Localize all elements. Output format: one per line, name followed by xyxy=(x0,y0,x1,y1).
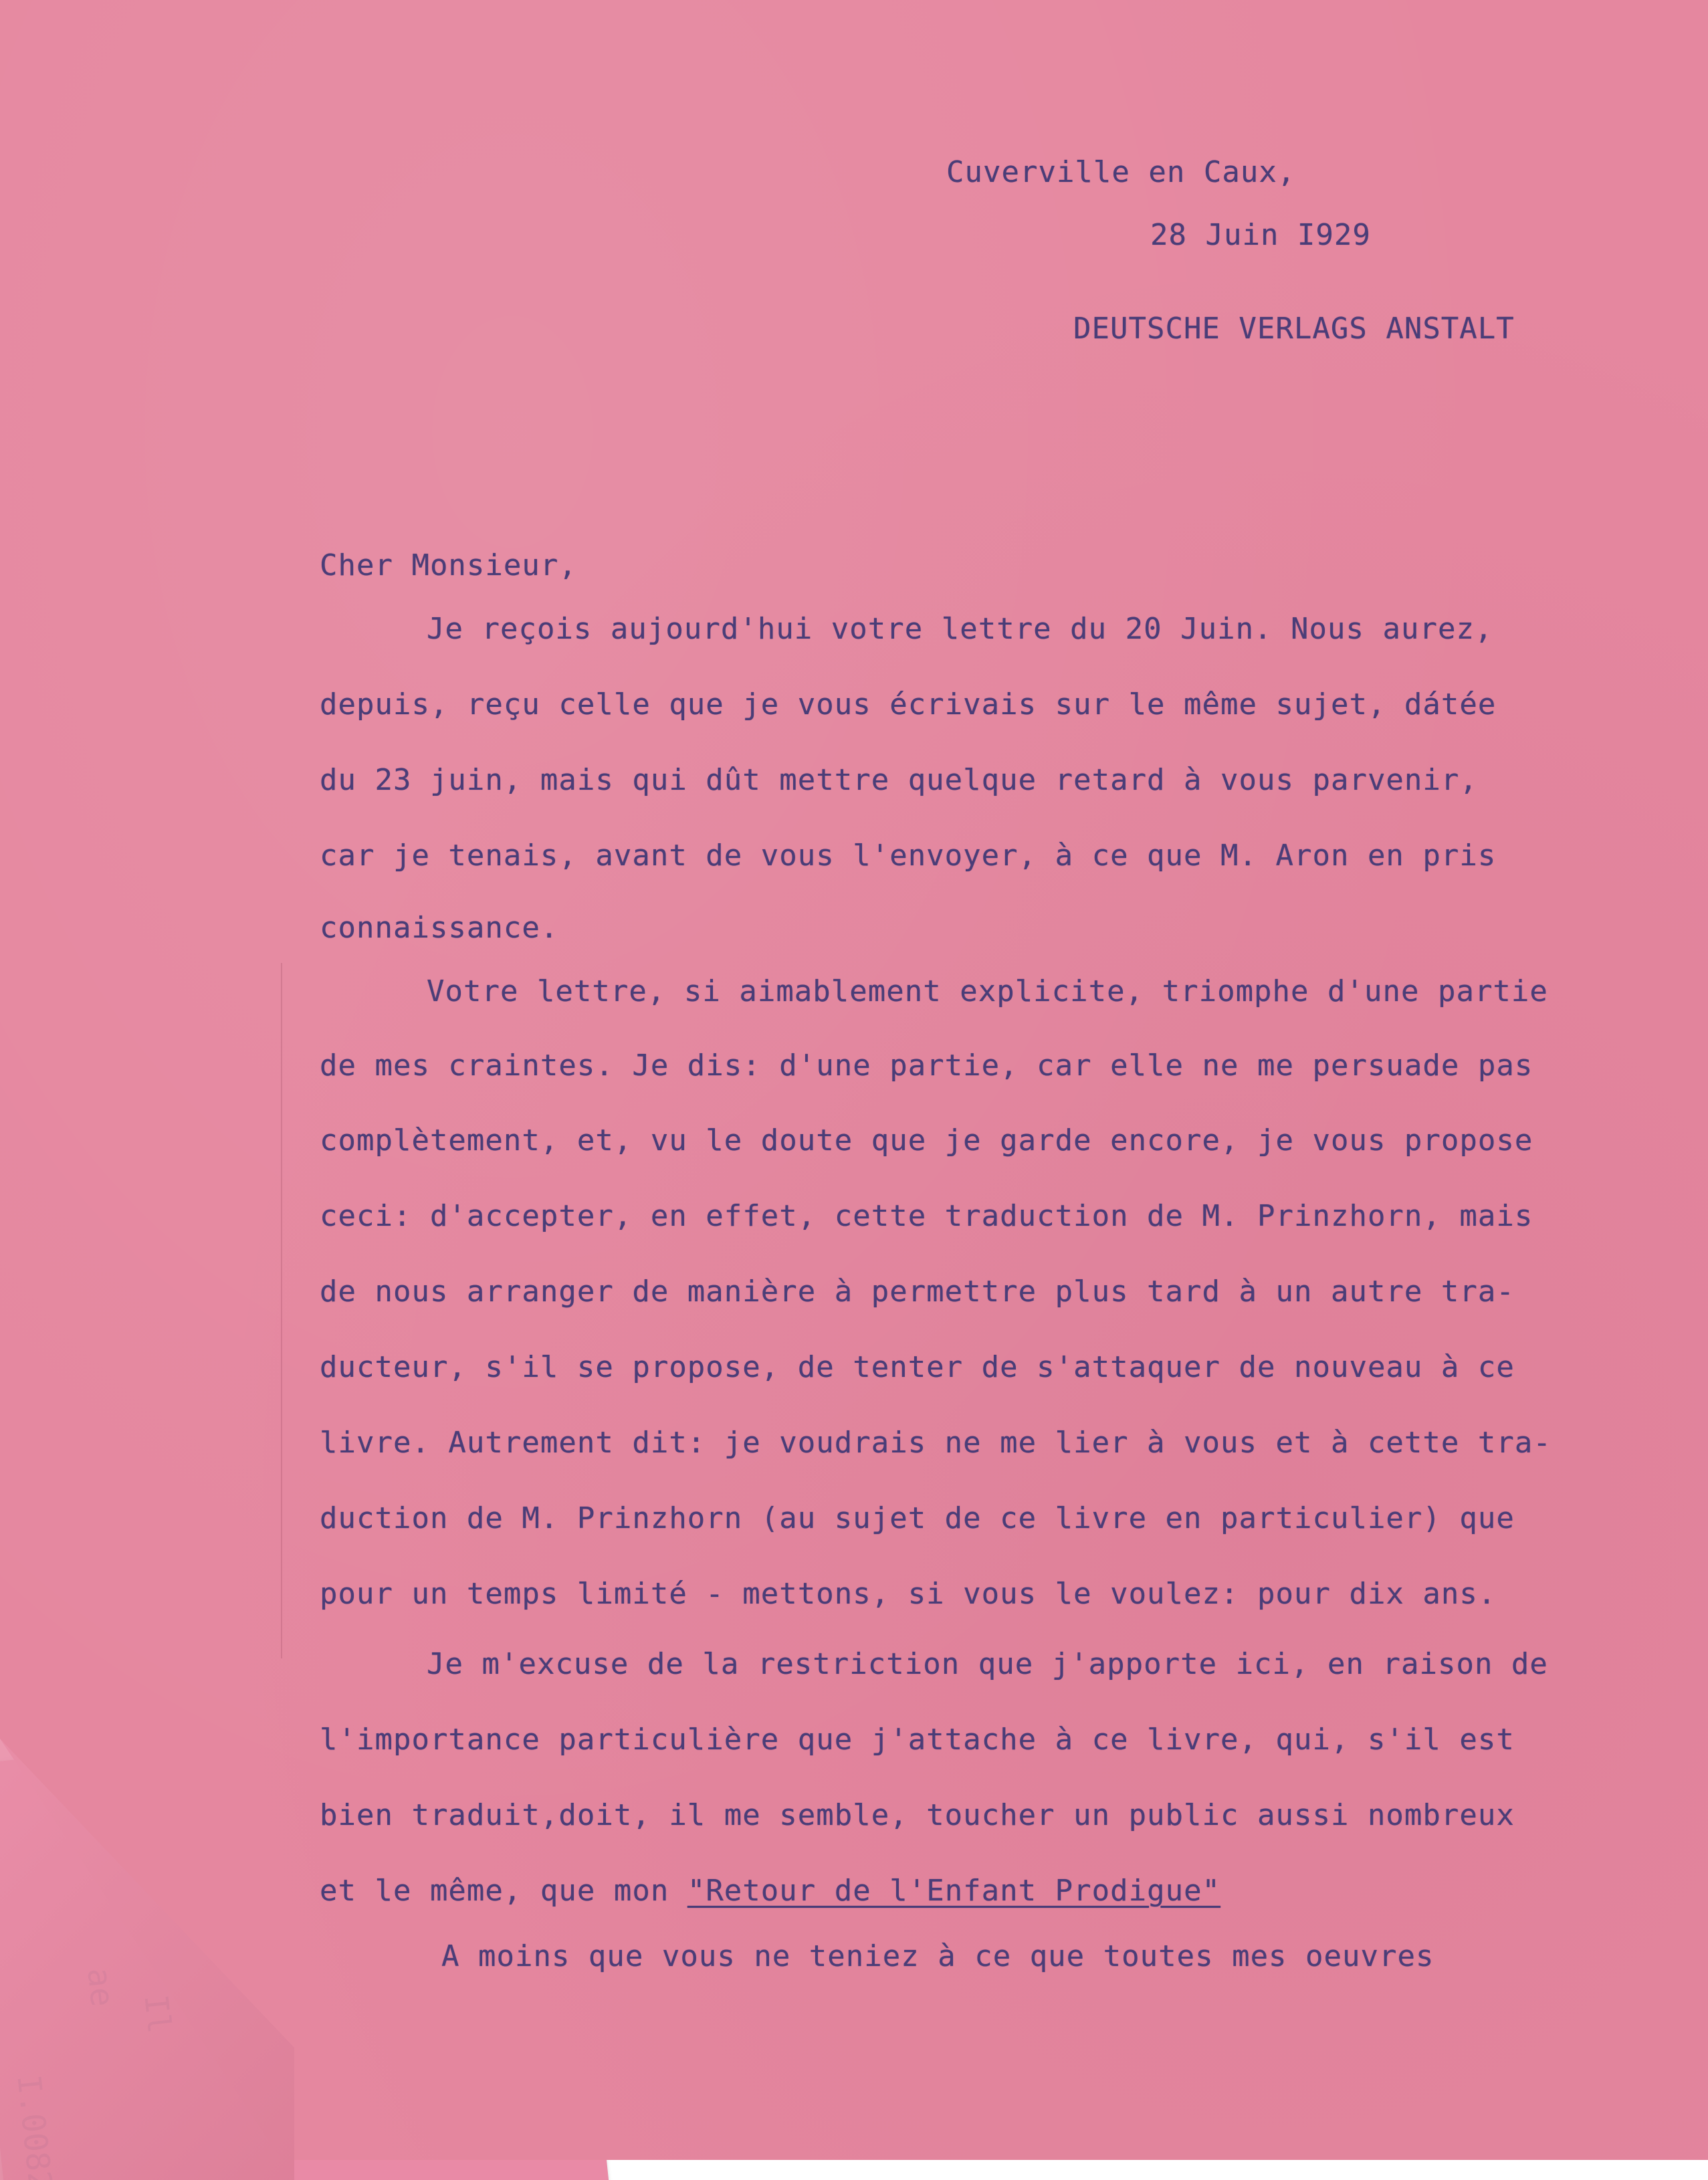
body-line: Votre lettre, si aimablement explicite, triomphe d'une partie xyxy=(427,974,1548,1008)
body-line: de mes craintes. Je dis: d'une partie, car elle ne me persuade pas xyxy=(320,1049,1533,1083)
body-line: ducteur, s'il se propose, de tenter de s'attaquer de nouveau à ce xyxy=(320,1350,1515,1384)
body-line: complètement, et, vu le doute que je garde encore, je vous propose xyxy=(320,1123,1533,1158)
body-line: connaissance. xyxy=(320,911,559,945)
book-title-reference: "Retour de l'Enfant Prodigue" xyxy=(687,1874,1221,1908)
body-line xyxy=(320,1874,1220,1908)
body-line-text: et le même, que mon xyxy=(320,1874,669,1908)
body-line: l'importance particulière que j'attache à ce livre, qui, s'il est xyxy=(320,1723,1515,1757)
salutation: Cher Monsieur, xyxy=(320,548,577,582)
body-line: A moins que vous ne teniez à ce que toutes mes oeuvres xyxy=(441,1939,1434,1973)
body-line: depuis, reçu celle que je vous écrivais sur le même sujet, dátée xyxy=(320,687,1497,722)
body-line: Je m'excuse de la restriction que j'apporte ici, en raison de xyxy=(427,1647,1548,1681)
body-line: livre. Autrement dit: je voudrais ne me lier à vous et à cette tra- xyxy=(320,1426,1552,1460)
body-line: duction de M. Prinzhorn (au sujet de ce livre en particulier) que xyxy=(320,1501,1515,1535)
body-line: de nous arranger de manière à permettre plus tard à un autre tra- xyxy=(320,1275,1515,1309)
body-line: du 23 juin, mais qui dût mettre quelque retard à vous parvenir, xyxy=(320,763,1478,797)
body-line: ceci: d'accepter, en effet, cette traduction de M. Prinzhorn, mais xyxy=(320,1199,1533,1233)
body-line: Je reçois aujourd'hui votre lettre du 20 Juin. Nous aurez, xyxy=(427,612,1493,646)
header-recipient: DEUTSCHE VERLAGS ANSTALT xyxy=(1073,312,1515,346)
header-date: 28 Juin I929 xyxy=(1150,218,1371,252)
body-line: pour un temps limité - mettons, si vous le voulez: pour dix ans. xyxy=(320,1577,1497,1611)
header-place: Cuverville en Caux, xyxy=(946,155,1296,189)
body-line: bien traduit,doit, il me semble, toucher un public aussi nombreux xyxy=(320,1798,1515,1832)
body-line: car je tenais, avant de vous l'envoyer, à ce que M. Aron en pris xyxy=(320,839,1497,873)
